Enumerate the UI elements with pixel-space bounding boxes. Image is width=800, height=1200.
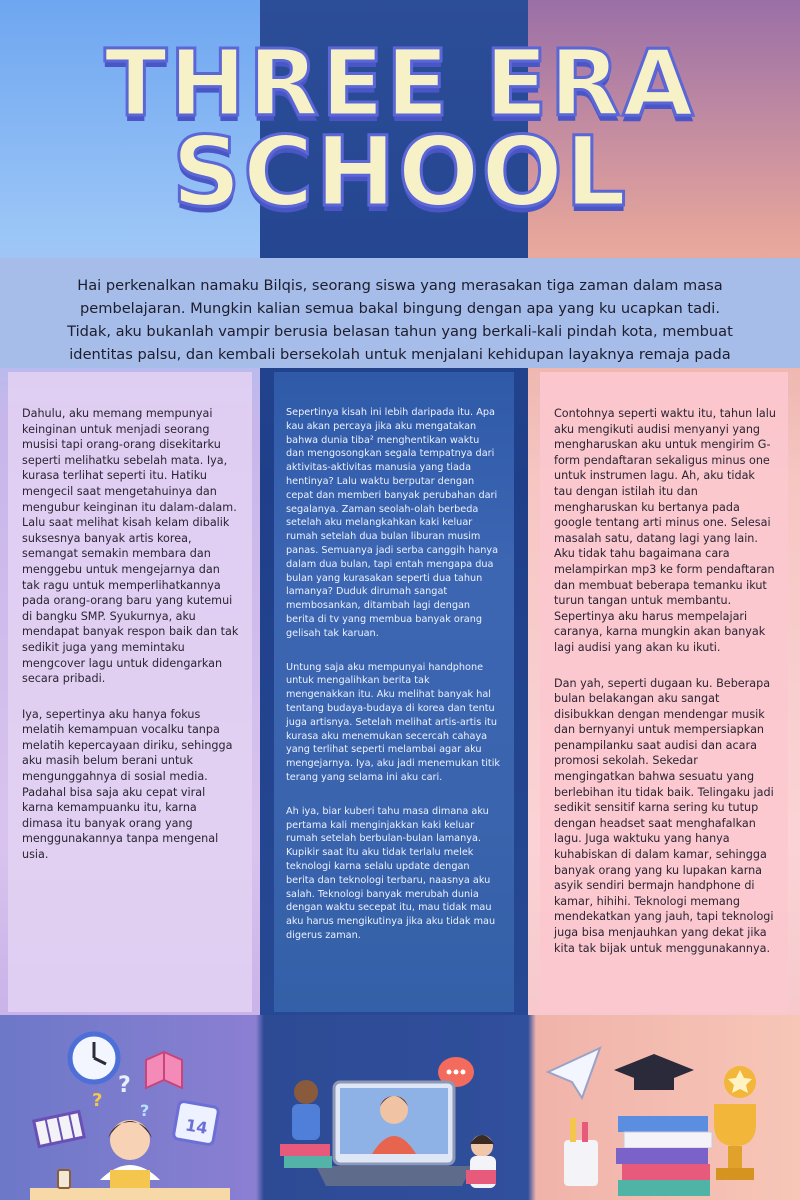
calendar-number: 14 bbox=[183, 1115, 210, 1138]
graduation-illustration bbox=[528, 1020, 800, 1200]
middle-paragraph-3: Ah iya, biar kuberi tahu masa dimana aku pertama kali menginjakkan kaki keluar rumah setelah berbulan-bulan lamanya. Kupikir saat itu aku tidak terlalu melek teknologi karna selalu update dengan berita dan teknologi terbaru, naasnya aku salah. Teknologi banyak merubah dunia dengan waktu secepat itu, mau tidak mau aku harus mengikutinya jika aku tidak mau digerus zaman. bbox=[286, 805, 496, 941]
clock-icon bbox=[70, 1034, 118, 1082]
poster-title bbox=[0, 30, 800, 229]
student-with-book-figure bbox=[280, 1080, 332, 1168]
graduation-cap-icon bbox=[614, 1054, 694, 1090]
question-mark-2: ? bbox=[118, 1073, 131, 1098]
intro-band bbox=[0, 258, 800, 368]
trophy-icon bbox=[714, 1104, 756, 1180]
question-mark-1: ? bbox=[92, 1090, 103, 1111]
piano-keyboard-icon bbox=[34, 1112, 84, 1147]
left-story-panel bbox=[8, 372, 252, 1012]
title-line-1: THREE ERA bbox=[104, 30, 696, 137]
calendar-icon bbox=[173, 1101, 219, 1145]
left-paragraph-2: Iya, sepertinya aku hanya fokus melatih kemampuan vocalku tanpa melatih kepercayaan diriku, sehingga aku masih belum berani untuk mengunggahnya di sosial media. Padahal bisa saja aku cepat viral karna kemampuanku itu, karna dimasa itu banyak orang yang menggunakannya tanpa mengenal usia. bbox=[22, 707, 233, 862]
star-badge-icon bbox=[724, 1066, 756, 1098]
middle-paragraph-2: Untung saja aku mempunyai handphone untuk mengalihkan berita tak mengenakkan itu. Aku melihat banyak hal tentang budaya-budaya di korea dan tentu juga artisnya. Setelah melihat artis-artis itu kurasa aku menemukan secercah cahaya yang terlihat seperti melambai agar aku mengejarnya. Iya, aku jadi menemukan titik terang yang selama ini aku cari. bbox=[286, 661, 501, 783]
student-reading-figure bbox=[466, 1135, 496, 1188]
middle-paragraph-1: Sepertinya kisah ini lebih daripada itu. Apa kau akan percaya jika aku mengatakan bahwa dunia tiba² menghentikan waktu dan mengosongkan segala tempatnya dari aktivitas-aktivitas manusia yang tiada hentinya? Lalu waktu berputar dengan cepat dan memberi banyak perubahan dari segalanya. Zaman seolah-olah berbeda setelah aku melangkahkan kaki keluar rumah setelah dua bulan liburan musim panas. Semuanya jadi serba canggih hanya dalam dua bulan, tapi entah mengapa dua bulan yang kurasakan seperti dua tahun lamanya? Duduk dirumah sangat membosankan, ditambah lagi dengan berita di tv yang membua banyak orang gelisah tak karuan. bbox=[286, 407, 499, 639]
studying-girl-illustration bbox=[0, 1020, 260, 1200]
middle-story-panel bbox=[274, 372, 514, 1012]
pencil-cup-icon bbox=[564, 1118, 598, 1186]
right-paragraph-1: Contohnya seperti waktu itu, tahun lalu aku mengikuti audisi menyanyi yang mengharuskan aku untuk mengirim G-form pendaftaran sekaligus minus one untuk instrumen lagu. Ah, aku tidak tau dengan istilah itu dan mengharuskan ku bertanya pada google tentang arti minus one. Selesai masalah satu, datang lagi yang lain. Aku tidak tahu bagaimana cara melampirkan mp3 ke form pendaftaran dan membuat beberapa temanku ikut turun tangan untuk membantu. Sepertinya aku harus mempelajari caranya, karna mungkin akan banyak lagi audisi yang akan ku ikuti. bbox=[554, 407, 776, 654]
question-mark-3: ? bbox=[140, 1101, 150, 1120]
coffee-cup-icon bbox=[58, 1170, 70, 1188]
right-paragraph-2: Dan yah, seperti dugaan ku. Beberapa bulan belakangan aku sangat disibukkan dengan mendengar musik dan bernyanyi untuk mempersiapkan penampilanku saat audisi dan acara promosi sekolah. Sekedar mengingatkan bahwa sesuatu yang berlebihan itu tidak baik. Telingaku jadi sedikit sensitif karna sering ku tutup dengan headset saat menghafalkan lagu. Juga waktuku yang hanya kuhabiskan di dalam kamar, sehingga banyak orang yang ku lupakan karna asyik sendiri bermajn handphone di kamar, hihihi. Teknologi memang mendekatkan yang jauh, tapi teknologi juga bisa menjauhkan yang dekat jika kita tak bijak untuk menggunakannya. bbox=[554, 676, 774, 955]
right-story-panel bbox=[540, 372, 788, 1012]
intro-text: Hai perkenalkan namaku Bilqis, seorang siswa yang merasakan tiga zaman dalam masa pembelajaran. Mungkin kalian semua bakal bingung dengan apa yang ku ucapkan tadi. Tidak, aku bukanlah vampir berusia belasan tahun yang berkali-kali pindah kota, membuat identitas palsu, dan kembali bersekolah untuk menjalani kehidupan layaknya remaja pada bbox=[67, 277, 733, 363]
left-paragraph-1: Dahulu, aku memang mempunyai keinginan untuk menjadi seorang musisi tapi orang-orang disekitarku seperti melihatku sebelah mata. Iya, kurasa terlihat seperti itu. Hatiku mengecil saat mengetahuinya dan mengubur keinginan itu dalam-dalam. Lalu saat melihat kisah kelam dibalik suksesnya banyak artis korea, semangat semakin membara dan menggebu untuk mengejarnya dan tak ragu untuk memperlihatkannya pada orang-orang baru yang kutemui di bangku SMP. Syukurnya, aku mendapat banyak respon baik dan tak sedikit juga yang memintaku mengcover lagu untuk didengarkan secara pribadi. bbox=[22, 407, 239, 686]
paper-plane-icon bbox=[548, 1048, 600, 1098]
online-class-illustration bbox=[260, 1020, 528, 1200]
open-book-icon bbox=[146, 1052, 182, 1088]
book-stack bbox=[616, 1116, 712, 1196]
title-line-2: SCHOOL bbox=[171, 116, 629, 229]
